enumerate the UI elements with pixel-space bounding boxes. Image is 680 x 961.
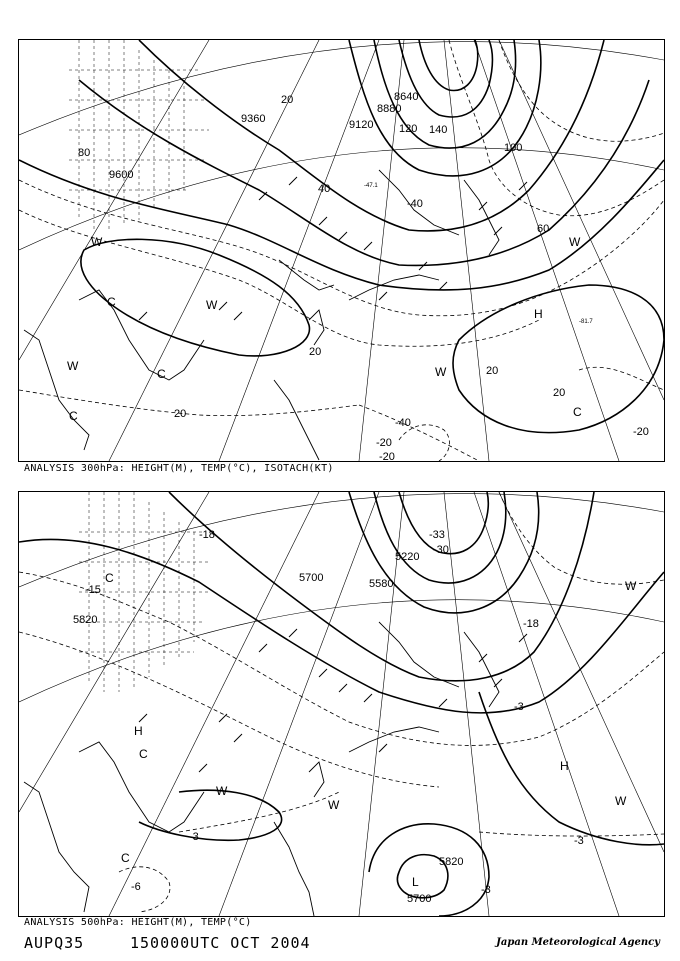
- warm-marker: W: [67, 359, 79, 373]
- cold-marker: C: [107, 295, 116, 309]
- map-300hpa-graphic: [19, 40, 664, 461]
- bulletin-code: AUPQ35: [24, 934, 85, 952]
- analysis-500hpa-map: [18, 491, 665, 917]
- temp-label: -33: [429, 529, 445, 541]
- high-marker: H: [534, 307, 543, 321]
- contour-label: -20: [376, 437, 392, 449]
- temp-labels: [364, 183, 593, 325]
- warm-marker: W: [216, 784, 228, 798]
- temp-labels: [85, 529, 584, 896]
- isotach-label: 20: [309, 346, 322, 358]
- height-label: 9360: [241, 113, 266, 125]
- height-labels: [73, 551, 463, 905]
- isotach-label: 20: [486, 365, 499, 377]
- temp-label: -40: [407, 198, 423, 210]
- lat-lon-grid: [19, 40, 664, 461]
- temp-label: -15: [85, 584, 101, 596]
- isotach-label: 40: [318, 183, 331, 195]
- height-label: 5700: [299, 572, 324, 584]
- extra-labels: [376, 417, 649, 461]
- high-marker: H: [560, 759, 569, 773]
- lat-lon-grid: [19, 492, 664, 916]
- map-500hpa-graphic: [19, 492, 664, 916]
- isotach-label: 120: [399, 123, 418, 135]
- cold-marker: C: [105, 571, 114, 585]
- warm-marker: W: [328, 798, 340, 812]
- temp-label: -3: [481, 884, 491, 896]
- temp-label: -3: [574, 835, 584, 847]
- height-label: 5820: [439, 856, 464, 868]
- isotach-label: 20: [174, 408, 187, 420]
- contour-label: -20: [379, 451, 395, 461]
- temp-label: -3: [514, 701, 524, 713]
- temp-label: -3: [189, 831, 199, 843]
- analysis-time: 150000UTC OCT 2004: [130, 934, 311, 952]
- coastlines: [24, 170, 499, 460]
- low-marker: L: [412, 875, 419, 889]
- height-label: 5580: [369, 578, 394, 590]
- top-chart-caption: ANALYSIS 300hPa: HEIGHT(M), TEMP(°C), ISOTACH(KT): [24, 463, 334, 474]
- warm-marker: W: [91, 235, 103, 249]
- warm-marker: W: [569, 235, 581, 249]
- cold-marker: C: [121, 851, 130, 865]
- warm-marker: W: [206, 298, 218, 312]
- height-label: 8880: [377, 103, 402, 115]
- isotach-label: 100: [504, 142, 523, 154]
- analysis-300hpa-map: [18, 39, 665, 462]
- cold-marker: C: [139, 747, 148, 761]
- warm-marker: W: [615, 794, 627, 808]
- temp-label: -6: [131, 881, 141, 893]
- temp-label: -18: [523, 618, 539, 630]
- contour-label: -40: [395, 417, 411, 429]
- contour-label: -20: [633, 426, 649, 438]
- isotach-contours: [19, 40, 664, 461]
- height-label: 8640: [394, 91, 419, 103]
- warm-marker: W: [625, 579, 637, 593]
- temp-contours: [19, 492, 664, 912]
- cold-marker: C: [573, 405, 582, 419]
- high-marker: H: [134, 724, 143, 738]
- isotach-label: 140: [429, 124, 448, 136]
- height-label: 5700: [407, 893, 432, 905]
- agency-name: Japan Meteorological Agency: [496, 937, 660, 948]
- isotach-label: 20: [553, 387, 566, 399]
- cold-marker: C: [69, 409, 78, 423]
- temp-label: -18: [199, 529, 215, 541]
- warm-marker: W: [435, 365, 447, 379]
- temp-label: -30: [433, 544, 449, 556]
- temp-label: -81.7: [579, 319, 593, 325]
- bottom-chart-caption: ANALYSIS 500hPa: HEIGHT(M), TEMP(°C): [24, 917, 252, 928]
- coastlines: [24, 622, 499, 916]
- height-label: 5220: [395, 551, 420, 563]
- height-label: 9120: [349, 119, 374, 131]
- height-contours: [19, 492, 664, 916]
- isotach-label: 60: [537, 223, 550, 235]
- isotach-label: 20: [281, 94, 294, 106]
- isotach-label: 80: [78, 147, 91, 159]
- station-plots: [139, 177, 527, 320]
- height-label: 9600: [109, 169, 134, 181]
- height-label: 5820: [73, 614, 98, 626]
- station-plots: [139, 629, 527, 772]
- cold-marker: C: [157, 367, 166, 381]
- temp-label: -47.1: [364, 183, 378, 189]
- pressure-markers: [67, 235, 582, 423]
